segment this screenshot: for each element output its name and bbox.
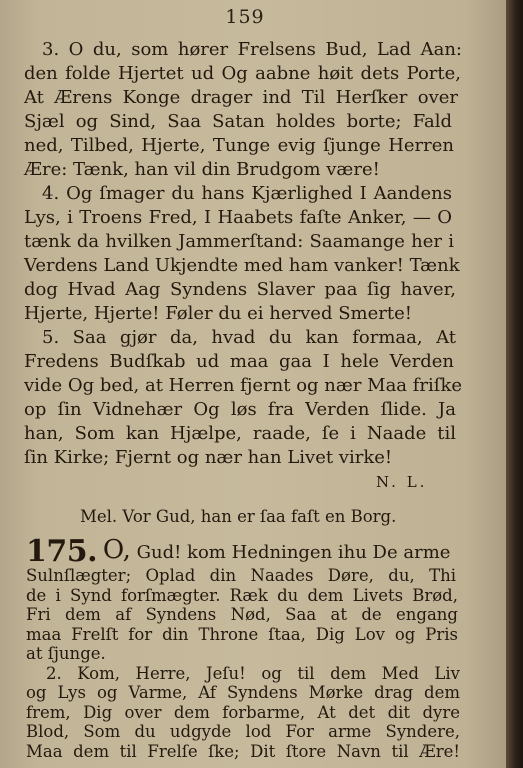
hymn-line: og Lys og Varme, Af Syndens Mørke drag dem xyxy=(26,683,460,702)
hymn-line: Maa dem til Frelſe ſke; Dit ſtore Navn til Ære! xyxy=(26,741,460,761)
book-spine-edge xyxy=(506,0,523,768)
initial-letter: O, xyxy=(102,535,131,565)
page-number: 159 xyxy=(225,6,265,28)
verse-line: Sjæl og Sind, Saa Satan holdes borte; Fald xyxy=(24,111,452,132)
hymn-line: Gud! kom Hedningen ihu De arme xyxy=(136,542,451,563)
hymn-line: 2. Kom, Herre, Jeſu! og til dem Med Liv xyxy=(46,663,460,683)
verse-line: ſin Kirke; Fjernt og nær han Livet virke! xyxy=(24,447,393,468)
hymn-line: de i Synd forſmægter. Ræk du dem Livets Brød, xyxy=(26,585,458,605)
verse-line: tænk da hvilken Jammerſtand: Saamange her i xyxy=(24,231,454,252)
verse-line: han, Som kan Hjælpe, raade, ſe i Naade til xyxy=(24,423,456,444)
verse-line: op ſin Vidnehær Og løs fra Verden ſlide. Ja xyxy=(24,399,456,420)
hymn-line: frem, Dig over dem forbarme, At det dit dyre xyxy=(26,702,460,722)
hymn-line: Blod, Som du udgyde lod For arme Syndere, xyxy=(26,722,460,741)
verse-line: den folde Hjertet ud Og aabne høit dets Porte, xyxy=(24,63,461,84)
hymn-line: Sulnſlægter; Oplad din Naades Døre, du, Thi xyxy=(26,566,456,585)
hymn-line: Fri dem af Syndens Nød, Saa at de engang xyxy=(26,605,458,624)
verse-line: Ære: Tænk, han vil din Brudgom være! xyxy=(24,159,380,180)
hymn-number: 175. xyxy=(26,534,98,569)
author-initials: N. L. xyxy=(376,473,428,491)
verse-line: dog Hvad Aag Syndens Slaver paa ſig haver, xyxy=(24,279,456,300)
verse-line: 4. Og ſmager du hans Kjærlighed I Aandens xyxy=(42,183,452,204)
verse-line: Lys, i Troens Fred, I Haabets faſte Anker, — O xyxy=(24,207,452,228)
verse-line: Verdens Land Ukjendte med ham vanker! Tænk xyxy=(24,255,460,276)
verse-line: At Ærens Konge drager ind Til Herſker over xyxy=(24,87,458,108)
verse-line: 3. O du, som hører Frelsens Bud, Lad Aan: xyxy=(42,39,462,60)
verse-line: vide Og bed, at Herren fjernt og nær Maa friſke xyxy=(24,375,463,396)
melody-line: Mel. Vor Gud, han er ſaa faſt en Borg. xyxy=(80,507,397,526)
hymn-line: at ſjunge. xyxy=(26,644,106,663)
verse-line: Fredens Budſkab ud maa gaa I hele Verden xyxy=(24,351,454,372)
hymn-first-line xyxy=(26,534,450,569)
verse-line: Hjerte, Hjerte! Føler du ei herved Smerte! xyxy=(24,303,412,324)
verse-line: 5. Saa gjør da, hvad du kan formaa, At xyxy=(42,327,456,348)
hymn-line: maa Frelſt for din Throne ſtaa, Dig Lov og Pris xyxy=(26,624,458,644)
verse-line: ned, Tilbed, Hjerte, Tunge evig ſjunge Herren xyxy=(24,135,454,156)
